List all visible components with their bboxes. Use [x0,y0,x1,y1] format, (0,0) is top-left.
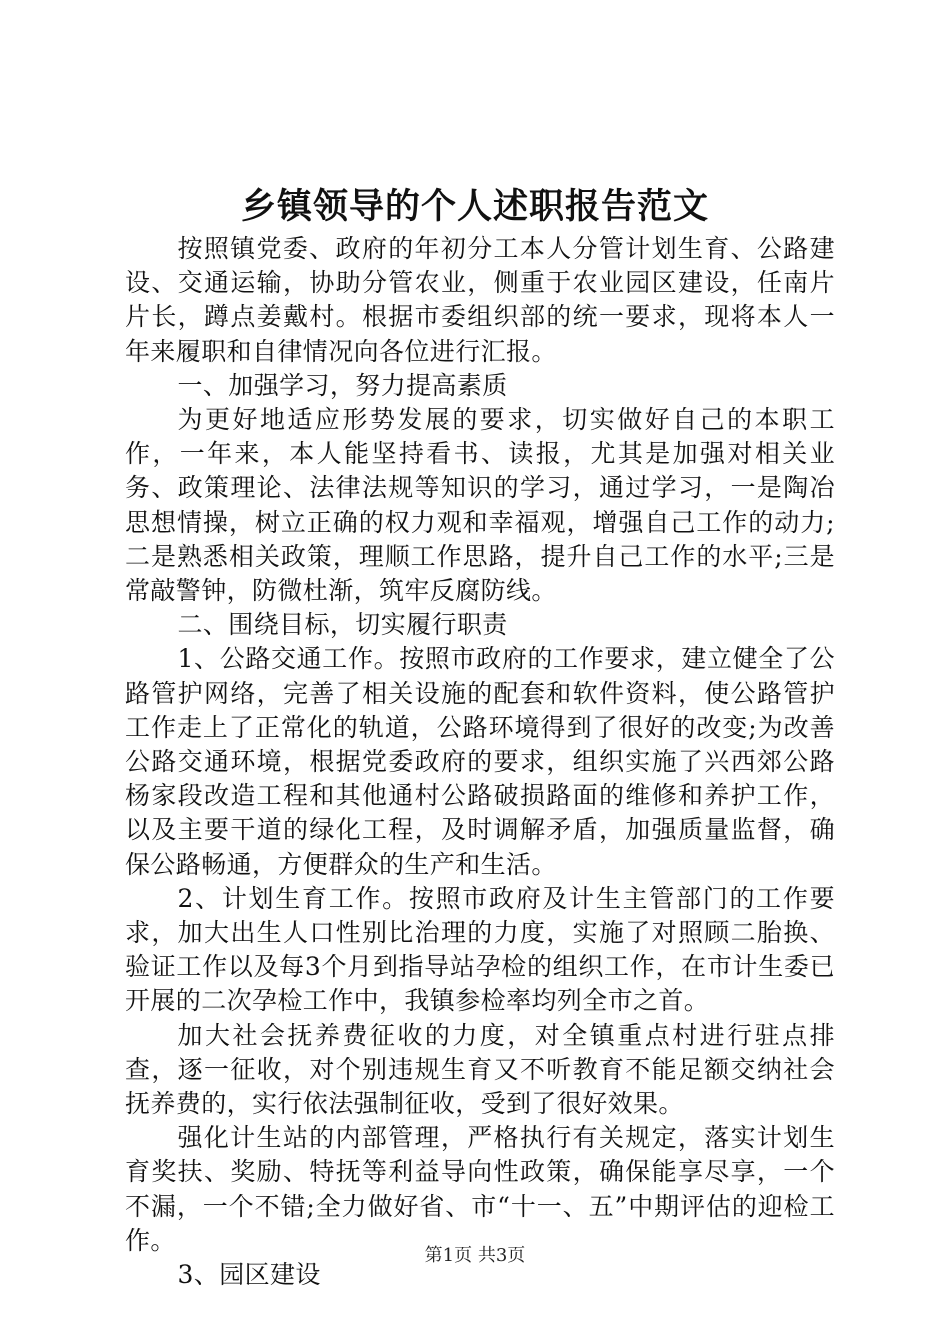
social-fee-paragraph: 加大社会抚养费征收的力度，对全镇重点村进行驻点排查，逐一征收，对个别违规生育又不听教育不能足额交纳社会抚养费的，实行依法强制征收，受到了很好效果。 [125,1020,835,1119]
study-paragraph: 为更好地适应形势发展的要求，切实做好自己的本职工作，一年来，本人能坚持看书、读报，尤其是加强对相关业务、政策理论、法律法规等知识的学习，通过学习，一是陶冶思想情操，树立正确的权力观和幸福观，增强自己工作的动力;二是熟悉相关政策，理顺工作思路，提升自己工作的水平;三是常敲警钟，防微杜渐，筑牢反腐防线。 [125,405,835,606]
document-body [125,232,835,1292]
intro-paragraph: 按照镇党委、政府的年初分工本人分管计划生育、公路建设、交通运输，协助分管农业，侧重于农业园区建设，任南片片长，蹲点姜戴村。根据市委组织部的统一要求，现将本人一年来履职和自律情况向各位进行汇报。 [125,234,835,366]
station-management-paragraph: 强化计生站的内部管理，严格执行有关规定，落实计划生育奖扶、奖励、特抚等利益导向性政策，确保能享尽享，一个不漏，一个不错;全力做好省、市“十一、五”中期评估的迎检工作。 [125,1123,835,1255]
document-title: 乡镇领导的个人述职报告范文 [240,187,709,227]
section-heading-duties: 二、围绕目标，切实履行职责 [177,610,508,640]
section-heading-study: 一、加强学习，努力提高素质 [177,370,508,400]
road-traffic-paragraph: 1、公路交通工作。按照市政府的工作要求，建立健全了公路管护网络，完善了相关设施的配套和软件资料，使公路管护工作走上了正常化的轨道，公路环境得到了很好的改变;为改善公路交通环境，根据党委政府的要求，组织实施了兴西郊公路杨家段改造工程和其他通村公路破损路面的维修和养护工作，以及主要干道的绿化工程，及时调解矛盾，加强质量监督，确保公路畅通，方便群众的生产和生活。 [125,644,835,879]
park-construction-heading: 3、园区建设 [177,1260,321,1290]
family-planning-paragraph: 2、计划生育工作。按照市政府及计生主管部门的工作要求，加大出生人口性别比治理的力度，实施了对照顾二胎换、验证工作以及每3个月到指导站孕检的组织工作，在市计生委已开展的二次孕检工作中，我镇参检率均列全市之首。 [125,883,835,1016]
page-number-footer: 第1页 共3页 [424,1245,526,1266]
